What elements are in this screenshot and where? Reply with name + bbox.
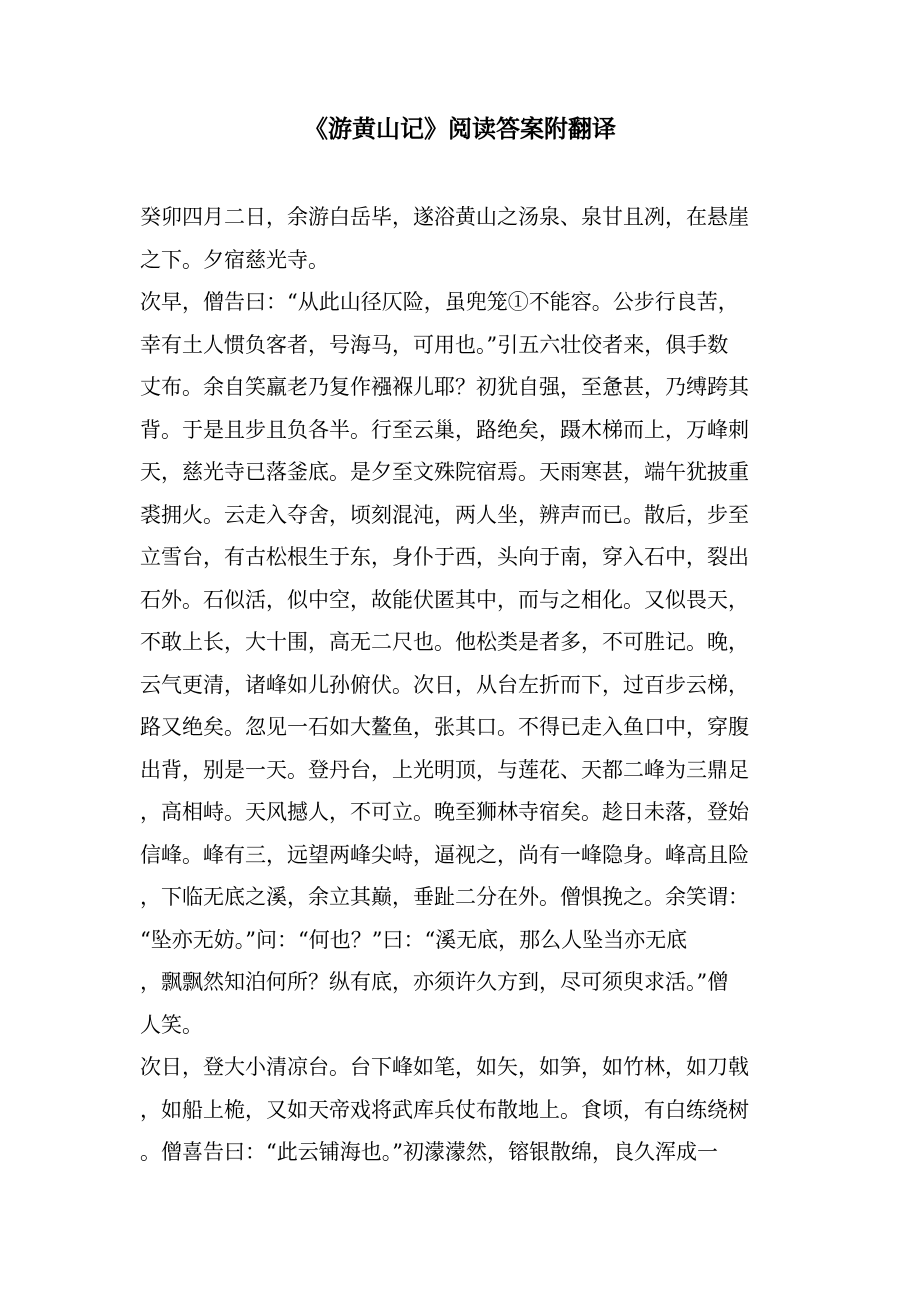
text-line: 云气更清，诸峰如儿孙俯伏。次日，从台左折而下，过百步云梯，	[140, 672, 749, 697]
text-line: “坠亦无妨。”问：“何也？”曰：“溪无底，那么人坠当亦无底	[140, 927, 688, 952]
text-line: 之下。夕宿慈光寺。	[140, 247, 329, 272]
text-line: ，如船上桅，又如天帝戏将武库兵仗布散地上。食顷，有白练绕树	[140, 1097, 749, 1122]
text-line: 丈布。余自笑羸老乃复作襁褓儿耶？初犹自强，至惫甚，乃缚跨其	[140, 375, 749, 399]
text-line: 次早，僧告曰：“从此山径仄险，虽兜笼①不能容。公步行良苦，	[140, 290, 739, 314]
text-line: 。僧喜告曰：“此云铺海也。”初濛濛然，镕银散绵，良久浑成一	[140, 1140, 718, 1164]
text-line: 背。于是且步且负各半。行至云巢，路绝矣，蹑木梯而上，万峰刺	[140, 417, 749, 442]
document-body	[140, 196, 780, 1174]
text-line: 出背，别是一天。登丹台，上光明顶，与莲花、天都二峰为三鼎足	[140, 757, 749, 782]
text-line: 幸有土人惯负客者，号海马，可用也。”引五六壮佼者来，俱手数	[140, 332, 729, 357]
text-line: ，高相峙。天风撼人，不可立。晚至狮林寺宿矣。趁日未落，登始	[140, 800, 749, 824]
text-line: 天，慈光寺已落釜底。是夕至文殊院宿焉。天雨寒甚，端午犹披重	[140, 460, 749, 484]
text-line: ，下临无底之溪，余立其巅，垂趾二分在外。僧惧挽之。余笑谓：	[140, 885, 749, 909]
text-line: 信峰。峰有三，远望两峰尖峙，逼视之，尚有一峰隐身。峰高且险	[140, 842, 749, 867]
text-line: 石外。石似活，似中空，故能伏匿其中，而与之相化。又似畏天，	[140, 587, 749, 612]
text-line: 立雪台，有古松根生于东，身仆于西，头向于南，穿入石中，裂出	[140, 545, 749, 569]
text-line: ，飘飘然知泊何所？纵有底，亦须许久方到，尽可须臾求活。”僧	[140, 970, 729, 994]
text-line: 裘拥火。云走入夺舍，顷刻混沌，两人坐，辨声而已。散后，步至	[140, 502, 749, 527]
text-line: 次日，登大小清凉台。台下峰如笔，如矢，如笋，如竹林，如刀戟	[140, 1055, 749, 1079]
text-line: 不敢上长，大十围，高无二尺也。他松类是者多，不可胜记。晚，	[140, 630, 749, 654]
document-title: 《游黄山记》阅读答案附翻译	[304, 115, 616, 143]
text-line: 人笑。	[140, 1012, 203, 1037]
text-line: 路又绝矣。忽见一石如大鳌鱼，张其口。不得已走入鱼口中，穿腹	[140, 715, 749, 739]
text-line: 癸卯四月二日，余游白岳毕，遂浴黄山之汤泉、泉甘且冽，在悬崖	[140, 205, 749, 229]
